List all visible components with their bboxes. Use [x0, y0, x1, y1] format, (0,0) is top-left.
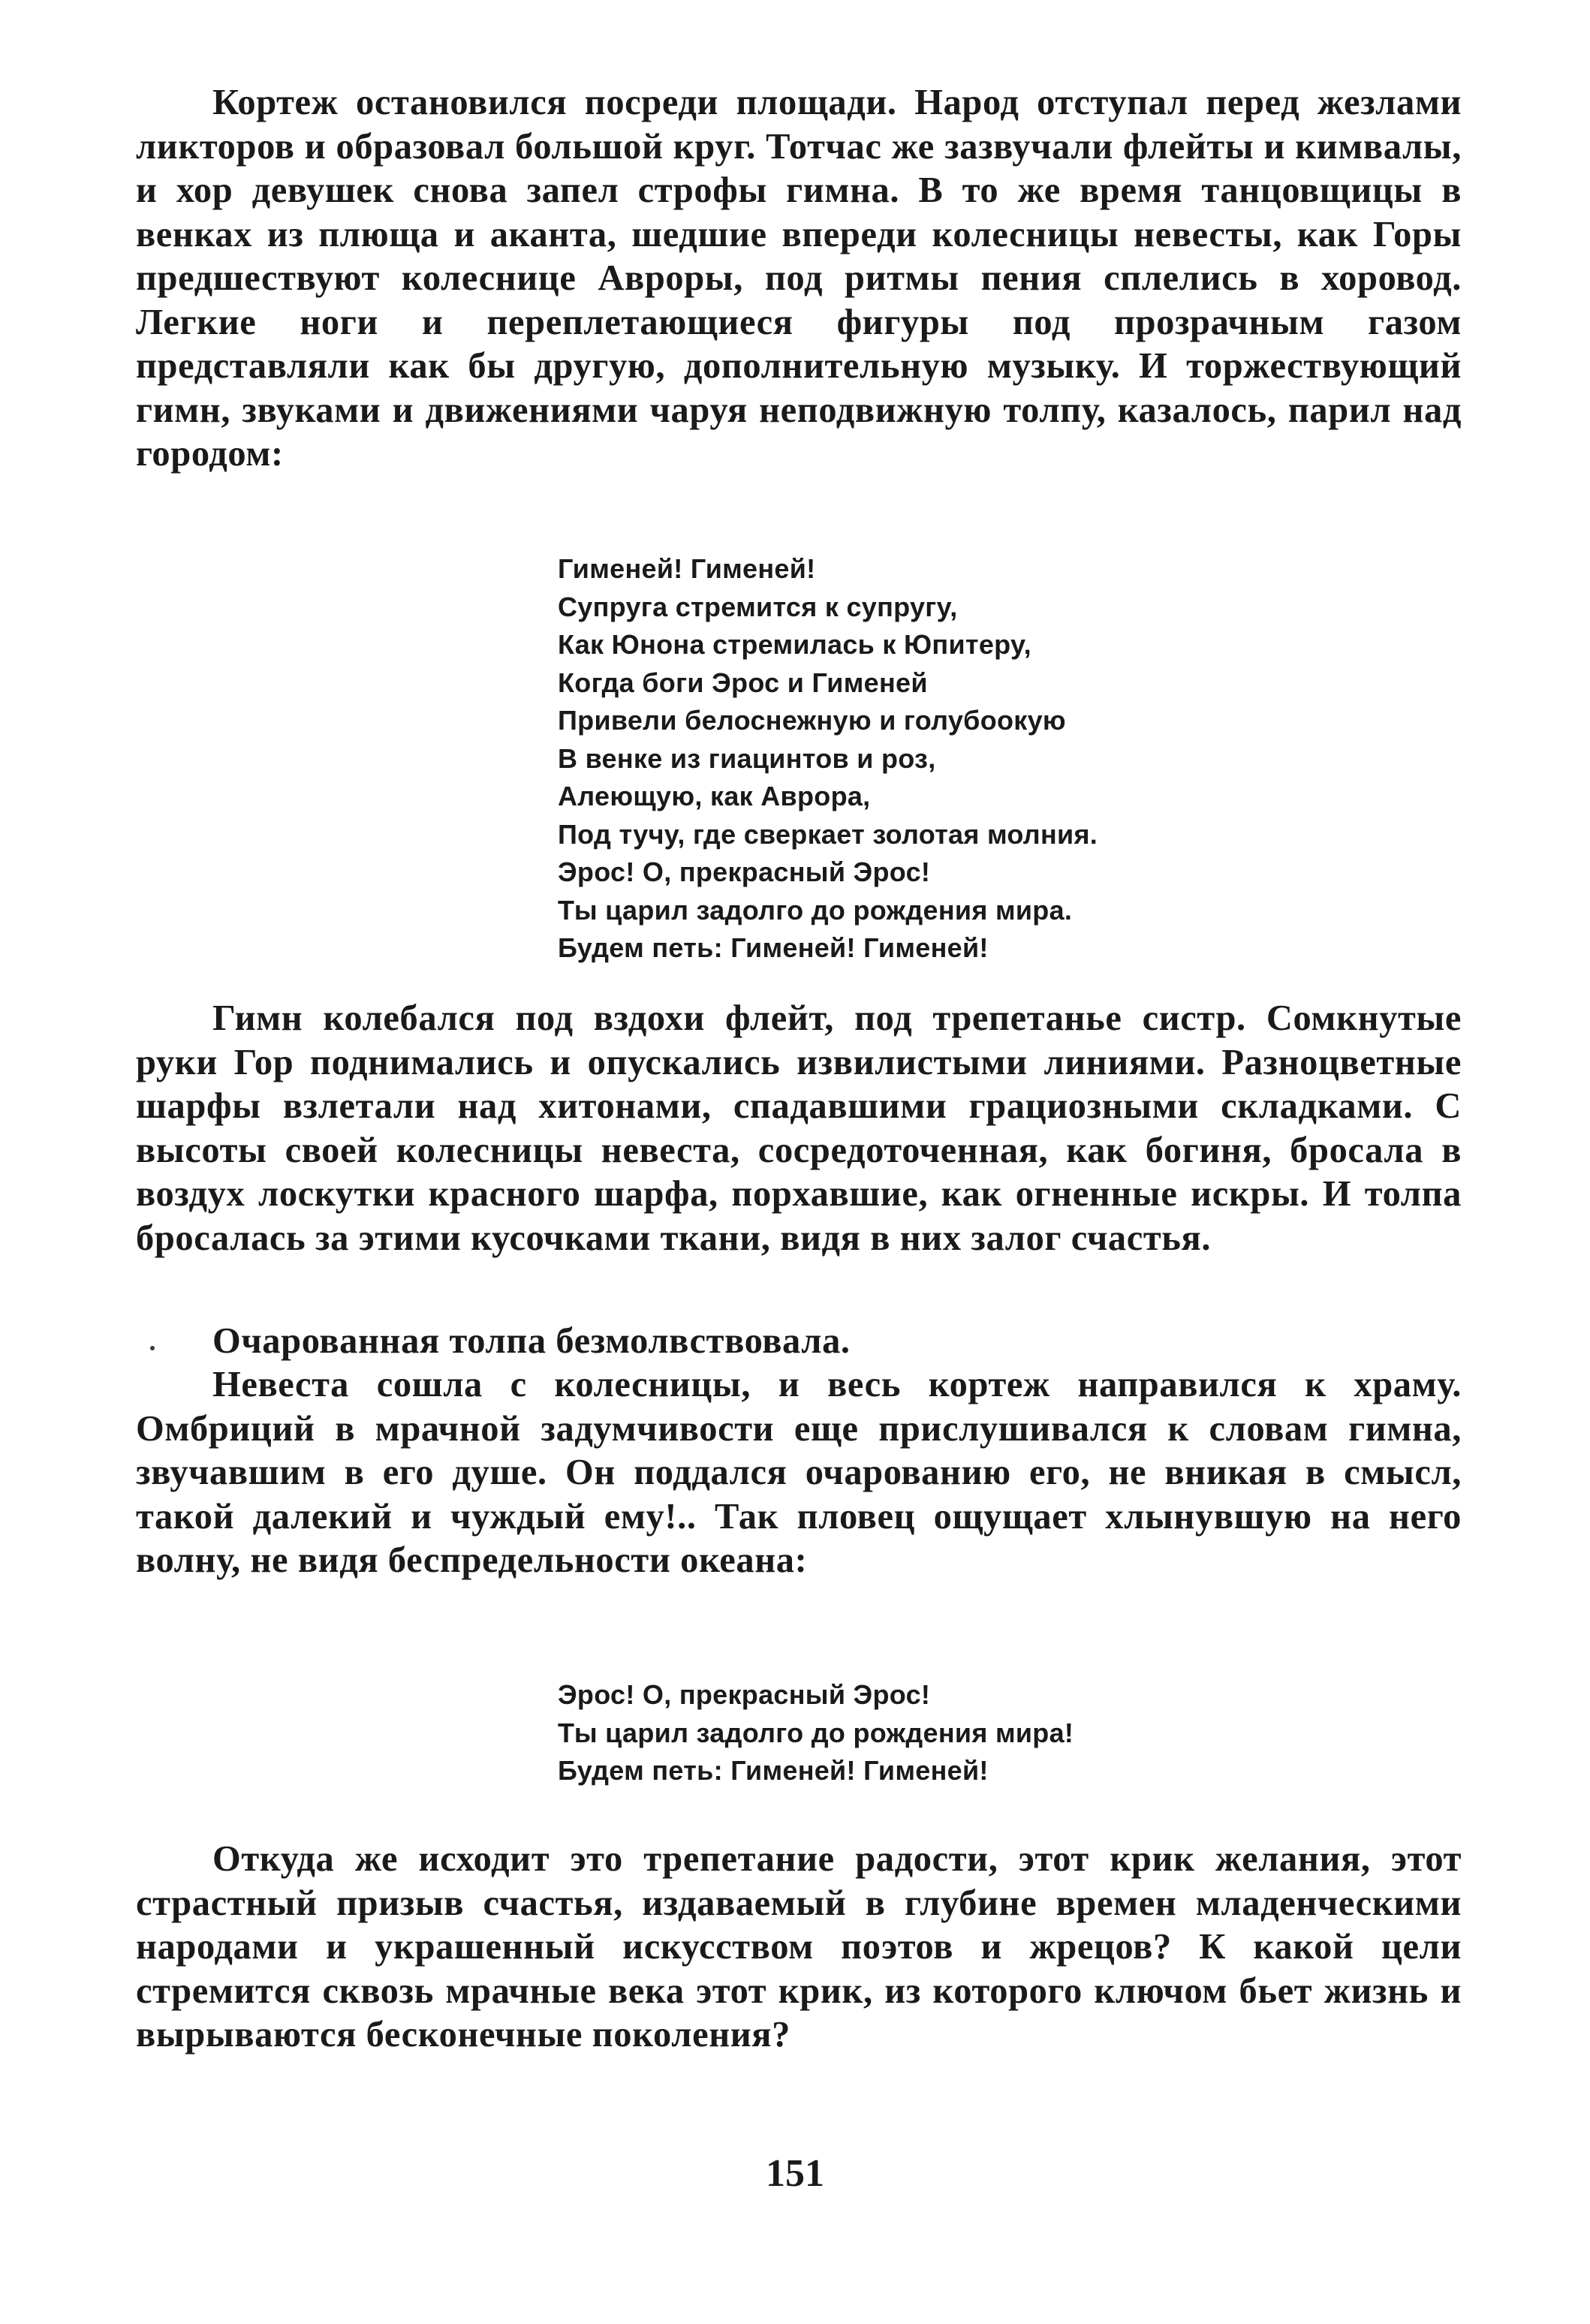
paragraph-procession: Кортеж остановился посреди площади. Народ отступал перед жезлами ликторов и образовал большой круг. Тотчас же зазвучали флейты и кимвалы, и хор девушек снова запел строфы гимна. В то же время танцовщицы в венках из плюща и аканта, шедшие впереди колесницы невесты, как Горы предшествуют колеснице Авроры, под ритмы пения сплелись в хоровод. Легкие ноги и переплетающиеся фигуры под прозрачным газом представляли как бы другую, дополнительную музыку. И торжествующий гимн, звуками и движениями чаруя неподвижную толпу, казалось, парил над городом: [136, 83, 1462, 474]
verse-line: Как Юнона стремилась к Юпитеру, [558, 629, 1031, 660]
paragraph-silent-crowd: Очарованная толпа безмолвствовала. [212, 1321, 851, 1361]
verse-line: Эрос! О, прекрасный Эрос! [558, 856, 931, 887]
verse-line: Привели белоснежную и голубоокую [558, 705, 1066, 736]
paragraph-hymn-flutes: Гимн колебался под вздохи флейт, под трепетанье систр. Сомкнутые руки Гор поднимались и опускались извилистыми линиями. Разноцветные шарфы взлетали над хитонами, спадавшими грациозными складками. С высоты своей колесницы невеста, сосредоточенная, как богиня, бросала в воздух лоскутки красного шарфа, порхавшие, как огненные искры. И толпа бросалась за этими кусочками ткани, видя в них залог счастья. [136, 998, 1462, 1258]
verse-line: В венке из гиацинтов и роз, [558, 742, 936, 774]
hymn-stanza [558, 550, 1098, 968]
verse-line: Супруга стремится к супругу, [558, 591, 958, 622]
verse-line: Под тучу, где сверкает золотая молния. [558, 818, 1098, 850]
verse-line: Гименей! Гименей! [558, 553, 816, 584]
verse-line: Алеющую, как Аврора, [558, 781, 871, 811]
verse-line: Эрос! О, прекрасный Эрос! [558, 1679, 931, 1710]
verse-line: Когда боги Эрос и Гименей [558, 667, 928, 698]
paragraph-question: Откуда же исходит это трепетание радости, этот крик желания, этот страстный призыв счастья, издаваемый в глубине времен младенческими народами и украшенный искусством поэтов и жрецов? К какой цели стремится сквозь мрачные века этот крик, из которого ключом бьет жизнь и вырываются бесконечные поколения? [136, 1839, 1462, 2055]
verse-line: Будем петь: Гименей! Гименей! [558, 932, 989, 963]
verse-line: Будем петь: Гименей! Гименей! [558, 1755, 989, 1786]
verse-line: Ты царил задолго до рождения мира. [558, 894, 1073, 926]
verse-line: Ты царил задолго до рождения мира! [558, 1717, 1074, 1748]
hymn-refrain [558, 1676, 1074, 1790]
paragraph-bride-descends: Невеста сошла с колесницы, и весь кортеж направился к храму. Омбриций в мрачной задумчивости еще прислушивался к словам гимна, звучавшим в его душе. Он поддался очарованию его, не вникая в смысл, такой далекий и чуждый ему!.. Так пловец ощущает хлынувшую на него волну, не видя беспредельности океана: [136, 1365, 1462, 1580]
page-number: 151 [766, 2152, 824, 2195]
